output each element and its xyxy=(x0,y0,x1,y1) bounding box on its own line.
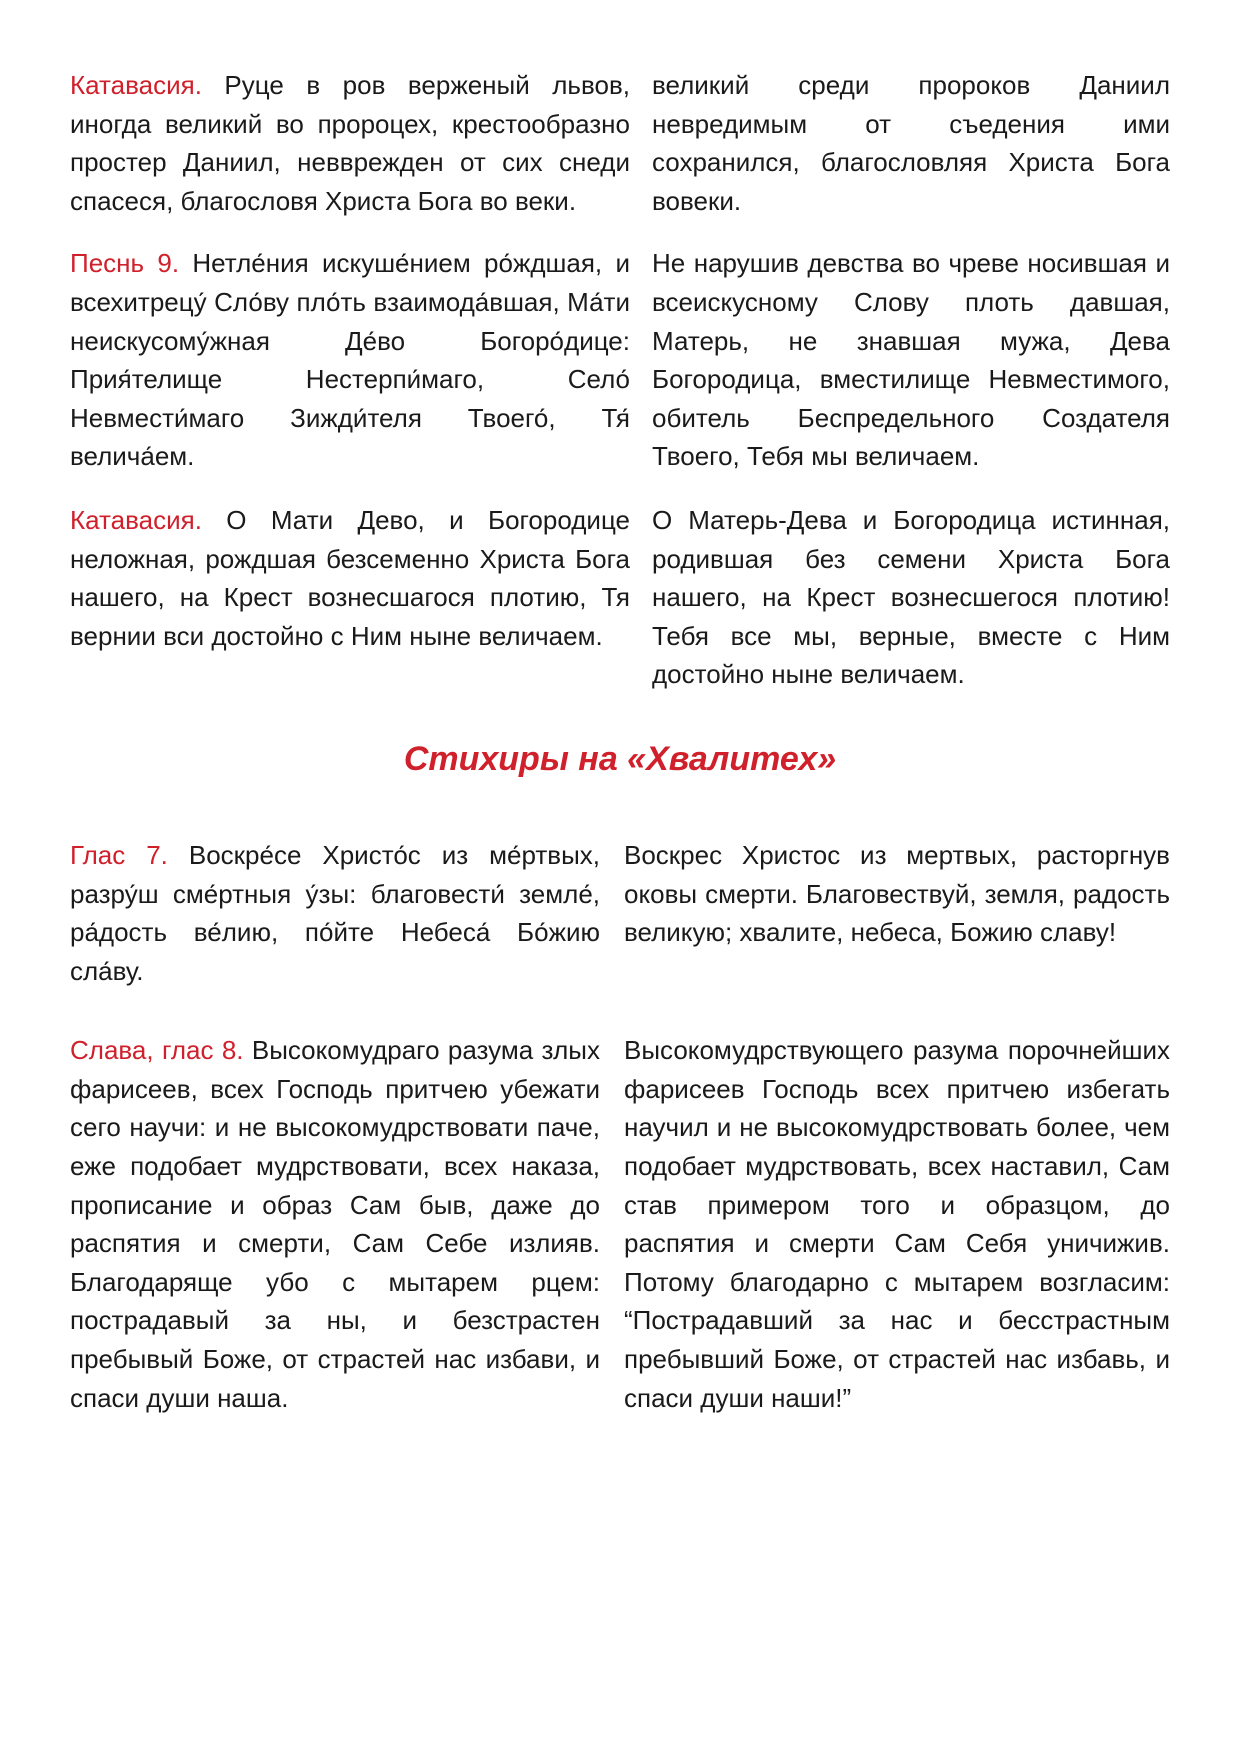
glas-slavonic-text: Воскре́се Христо́с из ме́ртвых, разру́ш сме́ртныя у́зы: благовести́ земле́, ра́дость ве́лию, по́йте Небеса́ Бо́жию сла́ву. xyxy=(70,839,600,986)
slava-russian-text: Высокомудрствующего разума порочнейших фарисеев Господь всех притчею избегать научил и не высокомудрствовать более, чем подобает мудрствовать, всех наставил, Сам став примером того и образцом, до распятия и смерти Сам Себя уничижив. Потому благодарно с мытарем возгласим: “Пострадавший за нас и бесстрастным пребывший Боже, от страстей нас избавь, и спаси души наши!” xyxy=(624,1035,1170,1413)
slavonic-text-column xyxy=(70,836,600,990)
slava-glas-8-block xyxy=(70,1031,1170,1417)
katavasia-9-block xyxy=(70,501,1170,694)
pesn-slavonic-text: Нетле́ния искуше́нием ро́ждшая, и всехитрецу́ Сло́ву пло́ть взаимода́вшая, Ма́ти неискусому́жная Де́во Богоро́дице: Прия́телище Нестерпи́маго, Село́ Невмести́маго Зижди́теля Твоего́, Тя́ велича́ем. xyxy=(70,248,630,472)
katavasia-8-block xyxy=(70,66,1170,220)
slavonic-text-column xyxy=(70,501,630,694)
slavonic-text-column xyxy=(70,66,630,220)
pesn-9-block xyxy=(70,244,1170,476)
glas-russian-text: Воскрес Христос из мертвых, расторгнув оковы смерти. Благовествуй, земля, радость великую; хвалите, небеса, Божию славу! xyxy=(624,839,1170,948)
pesn-russian-text: Не нарушив девства во чреве носившая и всеискусному Слову плоть давшая, Матерь, не знавшая мужа, Дева Богородица, вместилище Невместимого, обитель Беспредельного Создателя Твоего, Тебя мы величаем. xyxy=(652,248,1170,472)
katavasia-slavonic-text: О Мати Дево, и Богородице неложная, рождшая безсеменно Христа Бога нашего, на Крест вознесшагося плотию, Тя вернии вси достойно с Ним ныне величаем. xyxy=(70,504,630,651)
slava-slavonic-text: Высокомудраго разума злых фарисеев, всех Господь притчею убежати сего научи: и не высокомудрствовати паче, еже подобает мудрствовати, всех наказа, прописание и образ Сам быв, даже до распятия и смерти, Сам Себе излияв. Благодаряще убо с мытарем рцем: пострадавый за ны, и безстрастен пребывый Боже, от страстей нас избави, и спаси души наша. xyxy=(70,1035,600,1413)
glas-7-block xyxy=(70,836,1170,990)
slavonic-text-column xyxy=(70,1031,600,1417)
katavasia-russian-text: О Матерь-Дева и Богородица истинная, родившая без семени Христа Бога нашего, на Крест вознесшегося плотию! Тебя все мы, верные, вместе с Ним достойно ныне величаем. xyxy=(652,504,1170,690)
pesn-label: Песнь 9. xyxy=(70,248,180,279)
slava-label: Слава, глас 8. xyxy=(70,1035,244,1066)
russian-text-column xyxy=(652,244,1170,476)
russian-text-column xyxy=(652,66,1170,220)
katavasia-russian-text: великий среди пророков Даниил невредимым от съедения ими сохранился, благословляя Христа Бога вовеки. xyxy=(652,70,1170,216)
glas-label: Глас 7. xyxy=(70,839,168,870)
katavasia-label: Катавасия. xyxy=(70,70,202,100)
document-page xyxy=(70,66,1170,1417)
section-heading: Стихиры на «Хвалитех» xyxy=(403,739,837,778)
russian-text-column xyxy=(652,501,1170,694)
slavonic-text-column xyxy=(70,244,630,476)
katavasia-slavonic-text: Руце в ров верженый львов, иногда великий во пророцех, крестообразно простер Даниил, невврежден от сих снеди спасеся, благословя Христа Бога во веки. xyxy=(70,70,630,216)
russian-text-column xyxy=(624,836,1170,990)
katavasia-label: Катавасия. xyxy=(70,504,202,535)
russian-text-column xyxy=(624,1031,1170,1417)
